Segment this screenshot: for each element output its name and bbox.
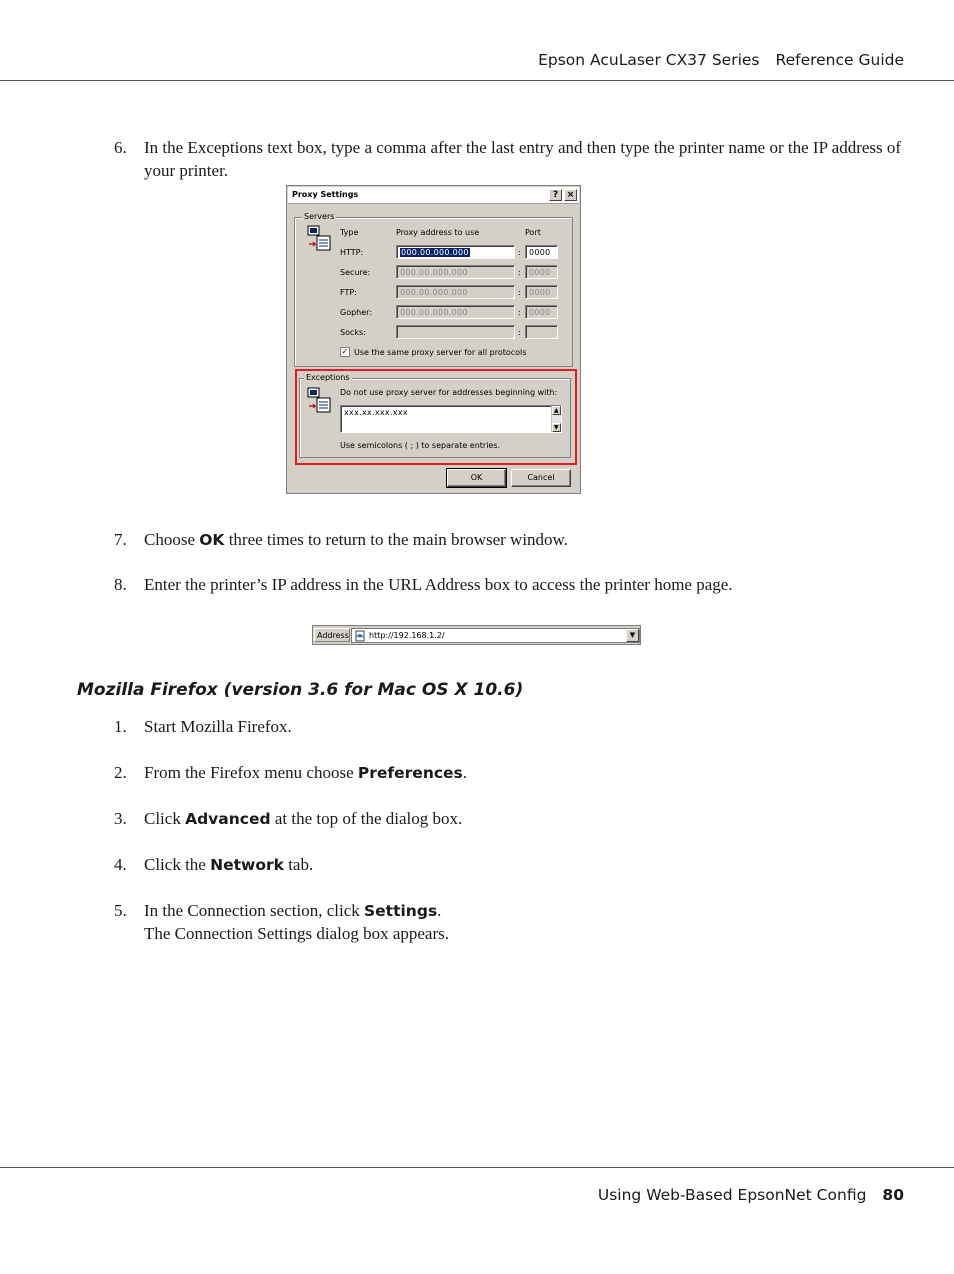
address-bar: [312, 625, 641, 645]
address-field[interactable]: [351, 628, 640, 643]
exceptions-computers-icon: [307, 386, 333, 416]
exceptions-scrollbar[interactable]: [551, 406, 561, 432]
step-text: Click the Network tab.: [144, 855, 314, 874]
address-url: http://192.168.1.2/: [369, 631, 445, 640]
step-number: 8.: [114, 575, 127, 594]
step-text: Start Mozilla Firefox.: [144, 717, 292, 736]
port-separator: :: [518, 328, 521, 337]
exceptions-group-label: Exceptions: [306, 373, 350, 382]
step-text: Enter the printer’s IP address in the URL Address box to access the printer home page.: [144, 575, 733, 594]
bold-term: OK: [199, 531, 225, 549]
step-number: 1.: [114, 717, 127, 736]
exceptions-description: Do not use proxy server for addresses beginning with:: [340, 388, 558, 397]
port-separator: :: [518, 308, 521, 317]
ftp-label: FTP:: [340, 288, 357, 297]
ftp-port-field[interactable]: 0000: [525, 285, 558, 299]
section-title: Mozilla Firefox (version 3.6 for Mac OS X 10.6): [77, 680, 524, 700]
http-port-field[interactable]: 0000: [525, 245, 558, 259]
step-text: From the Firefox menu choose Preferences.: [144, 763, 468, 782]
column-type: Type: [340, 228, 359, 237]
running-header: [538, 51, 904, 69]
page-icon: [354, 630, 366, 642]
exceptions-value: xxx.xx.xxx.xxx: [344, 408, 408, 417]
socks-port-field[interactable]: [525, 325, 558, 339]
same-proxy-label: Use the same proxy server for all protocols: [354, 348, 527, 357]
cancel-button[interactable]: Cancel: [511, 469, 571, 487]
secure-address-field[interactable]: 000.00.000.000: [396, 265, 515, 279]
secure-label: Secure:: [340, 268, 371, 277]
step-number: 3.: [114, 809, 127, 828]
step-number: 6.: [114, 138, 127, 157]
step-text: Choose OK three times to return to the main browser window.: [144, 530, 568, 549]
page-number: 80: [882, 1186, 904, 1204]
dialog-titlebar: [288, 187, 579, 204]
close-icon[interactable]: ×: [564, 189, 577, 201]
help-icon[interactable]: ?: [549, 189, 562, 201]
http-label: HTTP:: [340, 248, 364, 257]
step-number: 2.: [114, 763, 127, 782]
step-number: 7.: [114, 530, 127, 549]
step-text: In the Exceptions text box, type a comma after the last entry and then type the printer name or the IP address of your printer.: [144, 138, 902, 180]
bold-term: Network: [210, 856, 284, 874]
ok-button[interactable]: OK: [447, 469, 506, 487]
gopher-label: Gopher:: [340, 308, 373, 317]
running-footer: [598, 1186, 904, 1204]
address-label: Address: [314, 628, 350, 642]
port-separator: :: [518, 268, 521, 277]
secure-port-field[interactable]: 0000: [525, 265, 558, 279]
step-number: 4.: [114, 855, 127, 874]
ftp-address-field[interactable]: 000.00.000.000: [396, 285, 515, 299]
bold-term: Advanced: [185, 810, 271, 828]
exceptions-textarea[interactable]: [340, 405, 562, 433]
scroll-down-icon[interactable]: ▼: [552, 423, 561, 432]
exceptions-hint: Use semicolons ( ; ) to separate entries.: [340, 441, 501, 450]
header-rule: [0, 80, 954, 81]
gopher-address-field[interactable]: 000.00.000.000: [396, 305, 515, 319]
http-address-field[interactable]: 000.00.000.000: [396, 245, 515, 259]
dialog-title: Proxy Settings: [292, 190, 359, 199]
step-number: 5.: [114, 901, 127, 920]
footer-chapter: Using Web-Based EpsonNet Config: [597, 1186, 867, 1204]
bold-term: Preferences: [357, 764, 463, 782]
column-address: Proxy address to use: [396, 228, 480, 237]
gopher-port-field[interactable]: 0000: [525, 305, 558, 319]
same-proxy-checkbox[interactable]: ✓: [341, 347, 349, 356]
column-port: Port: [525, 228, 541, 237]
port-separator: :: [518, 248, 521, 257]
step-text: Click Advanced at the top of the dialog box.: [144, 809, 463, 828]
port-separator: :: [518, 288, 521, 297]
footer-rule: [0, 1167, 954, 1168]
scroll-up-icon[interactable]: ▲: [552, 406, 561, 415]
bold-term: Settings: [364, 902, 438, 920]
step-text: In the Connection section, click Settings. The Connection Settings dialog box appears.: [144, 901, 449, 943]
proxy-settings-dialog: [286, 185, 581, 494]
network-computers-icon: [307, 224, 333, 254]
header-guide: Reference Guide: [775, 51, 904, 69]
step-result: The Connection Settings dialog box appears.: [144, 923, 449, 943]
chevron-down-icon[interactable]: ▼: [626, 629, 639, 642]
header-product: Epson AcuLaser CX37 Series: [538, 51, 760, 69]
servers-group-label: Servers: [304, 212, 335, 221]
socks-address-field[interactable]: [396, 325, 515, 339]
socks-label: Socks:: [340, 328, 366, 337]
